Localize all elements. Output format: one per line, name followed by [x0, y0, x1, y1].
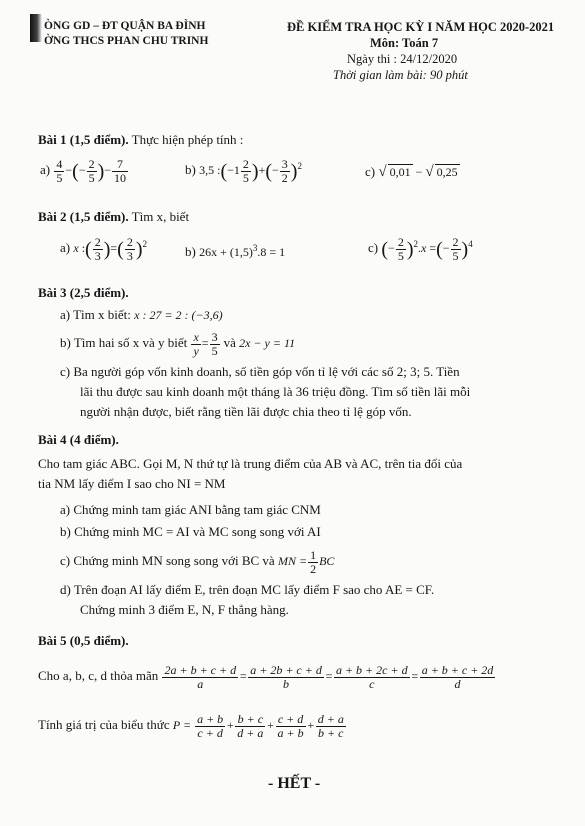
exam-date: Ngày thi : 24/12/2020	[347, 52, 458, 66]
bai2-b: b) $26x + (1,5)^3.8 = 1$	[185, 243, 286, 259]
bai4-b: b) Chứng minh MC = AI và MC song song với AI	[60, 524, 321, 539]
bai5-condition: Cho a, b, c, d thỏa mãn $\frac{2a + b + c + d}{a}$ = $\frac{a + 2b + c + d}{b}$ = $\frac{a + b + 2c + d}{c}$ = $\frac{a + b + c + 2d}{d}$	[38, 664, 496, 690]
bai5-condition-expr: $\frac{2a + b + c + d}{a}$ = $\frac{a + 2b + c + d}{b}$ = $\frac{a + b + 2c + d}{c}$ = $\frac{a + b + c + 2d}{d}$	[164, 663, 494, 691]
bai5-heading: Bài 5 (0,5 điểm).	[38, 633, 129, 648]
bai1-heading-line	[38, 132, 243, 148]
bai3-b-ratio: $\frac{x}{y}$ = $\frac{3}{5}$	[193, 330, 218, 358]
bai2-intro: Tìm x, biết	[131, 209, 190, 224]
bai4-d2: Chứng minh 3 điểm E, N, F thẳng hàng.	[80, 602, 289, 617]
school-name: ỜNG THCS PHAN CHU TRINH	[44, 35, 209, 47]
bai5-question: Tính giá trị của biểu thức P = $\frac{a + b}{c + d}$ + $\frac{b + c}{d + a}$ + $\frac{c + d}{a + b}$ + $\frac{d + a}{b + c}$	[38, 713, 347, 739]
bai4-intro1: Cho tam giác ABC. Gọi M, N thứ tự là trung điểm của AB và AC, trên tia đối của	[38, 456, 463, 471]
bai1-a: a) $\frac{4}{5}$ −(− $\frac{2}{5}$ )− $\frac{7}{10}$	[40, 158, 129, 184]
bai3-c-line1: c) Ba người góp vốn kinh doanh, số tiền góp vốn tỉ lệ với các số 2; 3; 5. Tiền	[60, 364, 460, 379]
bai1-intro: Thực hiện phép tính :	[131, 132, 244, 147]
bai3-c-line3: người nhận được, biết rằng tiền lãi được chia theo tỉ lệ góp vốn.	[80, 404, 412, 419]
bai4-d1: d) Trên đoạn AI lấy điểm E, trên đoạn MC lấy điểm F sao cho AE = CF.	[60, 582, 435, 597]
exam-duration: Thời gian làm bài: 90 phút	[333, 68, 468, 82]
subject: Môn: Toán 7	[370, 36, 439, 50]
bai3-b-expr: 2x − y = 11	[239, 335, 296, 350]
bai2-c-expr: (− $\frac{2}{5}$ )$^2$.x =(− $\frac{2}{5}$ )$^4$	[381, 235, 473, 263]
bai2-a-expr: x :( $\frac{2}{3}$ )=( $\frac{2}{3}$ )$^2$	[73, 235, 147, 263]
bai1-b: b) 3,5 :(−1 $\frac{2}{5}$ )+(− $\frac{3}{2}$ )$^2$	[185, 157, 302, 185]
bai4-heading: Bài 4 (4 điểm).	[38, 432, 119, 447]
bai3-a: a) Tìm x biết: x : 27 = 2 : (−3,6)	[60, 307, 223, 322]
bai1-a-expr: $\frac{4}{5}$ −(− $\frac{2}{5}$ )− $\frac{7}{10}$	[56, 157, 127, 185]
bai1-b-expr: 3,5 :(−1 $\frac{2}{5}$ )+(− $\frac{3}{2}$ )$^2$	[199, 157, 302, 185]
bai2-b-expr: $26x + (1,5)^3.8 = 1$	[199, 243, 286, 259]
scan-edge-mark	[30, 14, 42, 42]
school-dept: ÒNG GD – ĐT QUẬN BA ĐÌNH	[44, 20, 206, 32]
bai3-b: b) Tìm hai số x và y biết $\frac{x}{y}$ = $\frac{3}{5}$ và 2x − y = 11	[60, 330, 296, 358]
bai2-a: a) x :( $\frac{2}{3}$ )=( $\frac{2}{3}$ )$^2$	[60, 235, 147, 263]
bai5-p-expr: P = $\frac{a + b}{c + d}$ + $\frac{b + c}{d + a}$ + $\frac{c + d}{a + b}$ + $\frac{d + a}{b + c}$	[172, 712, 344, 740]
bai2-heading: Bài 2 (1,5 điểm).	[38, 209, 129, 224]
bai3-a-expr: x : 27 = 2 : (−3,6)	[134, 308, 223, 322]
bai4-a: a) Chứng minh tam giác ANI bằng tam giác CNM	[60, 502, 321, 517]
exam-title: ĐỀ KIỂM TRA HỌC KỲ I NĂM HỌC 2020-2021	[287, 20, 555, 34]
bai1-c: c) √ 0,01 − √ 0,25	[365, 164, 458, 180]
bai2-c: c) (− $\frac{2}{5}$ )$^2$.x =(− $\frac{2}{5}$ )$^4$	[368, 235, 473, 263]
bai2-heading-line	[38, 209, 189, 225]
bai3-heading: Bài 3 (2,5 điểm).	[38, 285, 129, 300]
end-marker: - HẾT -	[268, 775, 321, 792]
bai4-c-expr: MN = $\frac{1}{2}$ BC	[277, 548, 335, 576]
bai4-c: c) Chứng minh MN song song với BC và MN = $\frac{1}{2}$ BC	[60, 548, 335, 576]
bai4-intro2: tia NM lấy điểm I sao cho NI = NM	[38, 476, 226, 491]
bai1-heading: Bài 1 (1,5 điểm).	[38, 132, 129, 147]
bai1-c-expr: √ 0,01 − √ 0,25	[378, 164, 458, 180]
bai3-c-line2: lãi thu được sau kinh doanh một tháng là 36 triệu đồng. Tìm số tiền lãi mỗi	[80, 384, 471, 399]
